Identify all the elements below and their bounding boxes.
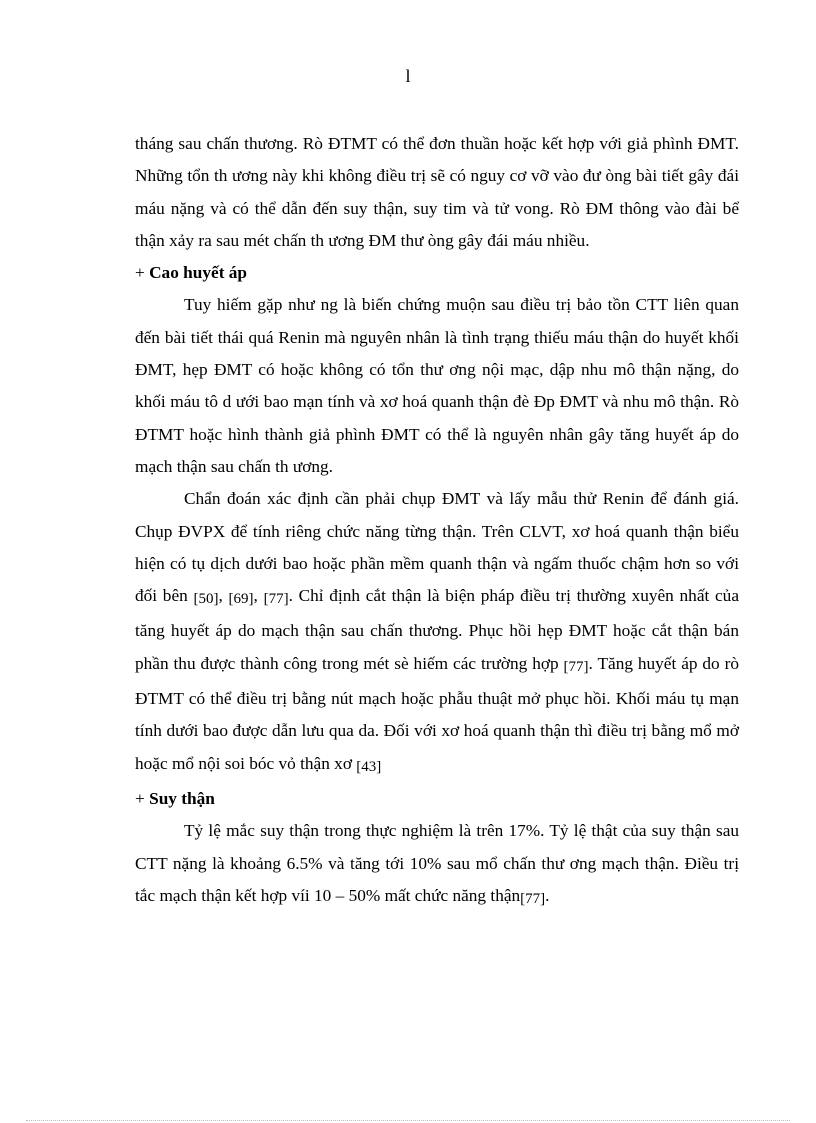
paragraph-text: . [545,885,550,905]
heading-bullet: + [135,263,150,283]
document-body [135,128,739,915]
page-number: l [405,66,411,86]
citation-reference: [77] [563,658,589,675]
body-paragraph [135,483,739,783]
citation-reference: [69] [228,591,254,608]
citation-reference: [50] [193,591,219,608]
section-heading [135,783,739,815]
paragraph-text: , [218,586,229,606]
paragraph-text: , [253,586,264,606]
citation-reference: [77] [520,890,546,907]
citation-reference: [77] [263,591,289,608]
page-bottom-divider [26,1120,790,1121]
body-paragraph [135,128,739,257]
paragraph-text: Tuy hiếm gặp như ng là biến chứng muộn sau điều trị bảo tồn CTT liên quan đến bài tiết thái quá Renin mà nguyên nhân là tình trạng thiếu máu thận do huyết khối ĐMT, hẹp ĐMT có hoặc không có tổn thư ơng nội mạc, dập nhu mô thận nặng, do khối máu tô d ưới bao mạn tính và xơ hoá quanh thận đè Ðp ĐMT và nhu mô thận. Rò ĐTMT hoặc hình thành giả phình ĐMT có thể là nguyên nhân gây tăng huyết áp do mạch thận sau chấn th ương. [135,295,739,476]
heading-label: Cao huyết áp [149,263,248,283]
section-heading [135,257,739,289]
paragraph-text: . Chỉ định cắt thận là biện pháp điều trị thường xuyên nhất của tăng huyết áp do mạch thận sau chấn thương. Phục hồi hẹp ĐMT hoặc cắt thận bán phần thu được thành công trong mét sè hiếm các trường hợp [135,586,739,673]
citation-reference: [43] [356,758,382,775]
paragraph-text: Tỷ lệ mắc suy thận trong thực nghiệm là trên 17%. Tỷ lệ thật của suy thận sau CTT nặng là khoảng 6.5% và tăng tới 10% sau mổ chấn thư ơng mạch thận. Điều trị tắc mạch thận kết hợp víi 10 – 50% mất chức năng thận [135,821,739,905]
body-paragraph [135,815,739,915]
paragraph-text: tháng sau chấn thương. Rò ĐTMT có thể đơn thuần hoặc kết hợp với giả phình ĐMT. Những tổn th ương này khi không điều trị sẽ có nguy cơ vỡ vào đư òng bài tiết gây đái máu nặng và có thể dẫn đến suy thận, suy tim và tử vong. Rò ĐM thông vào đài bể thận xảy ra sau mét chấn th ương ĐM thư òng gây đái máu nhiều. [135,134,739,250]
heading-bullet: + [135,788,150,808]
paragraph-text: . Tăng huyết áp do rò ĐTMT có thể điều trị bằng nút mạch hoặc phẫu thuật mở phục hồi. Khối máu tụ mạn tính dưới bao được dẫn lưu qua da. Đối với xơ hoá quanh thận thì điều trị bằng mổ mở hoặc mổ nội soi bóc vỏ thận xơ [135,653,740,773]
paragraph-text: Chẩn đoán xác định cần phải chụp ĐMT và lấy mẫu thử Renin để đánh giá. Chụp ĐVPX để tính riêng chức năng từng thận. Trên CLVT, xơ hoá quanh thận biểu hiện có tụ dịch dưới bao hoặc phần mềm quanh thận và ngấm thuốc chậm hơn so với đối bên [135,489,739,606]
body-paragraph [135,289,739,483]
heading-label: Suy thận [149,788,215,808]
